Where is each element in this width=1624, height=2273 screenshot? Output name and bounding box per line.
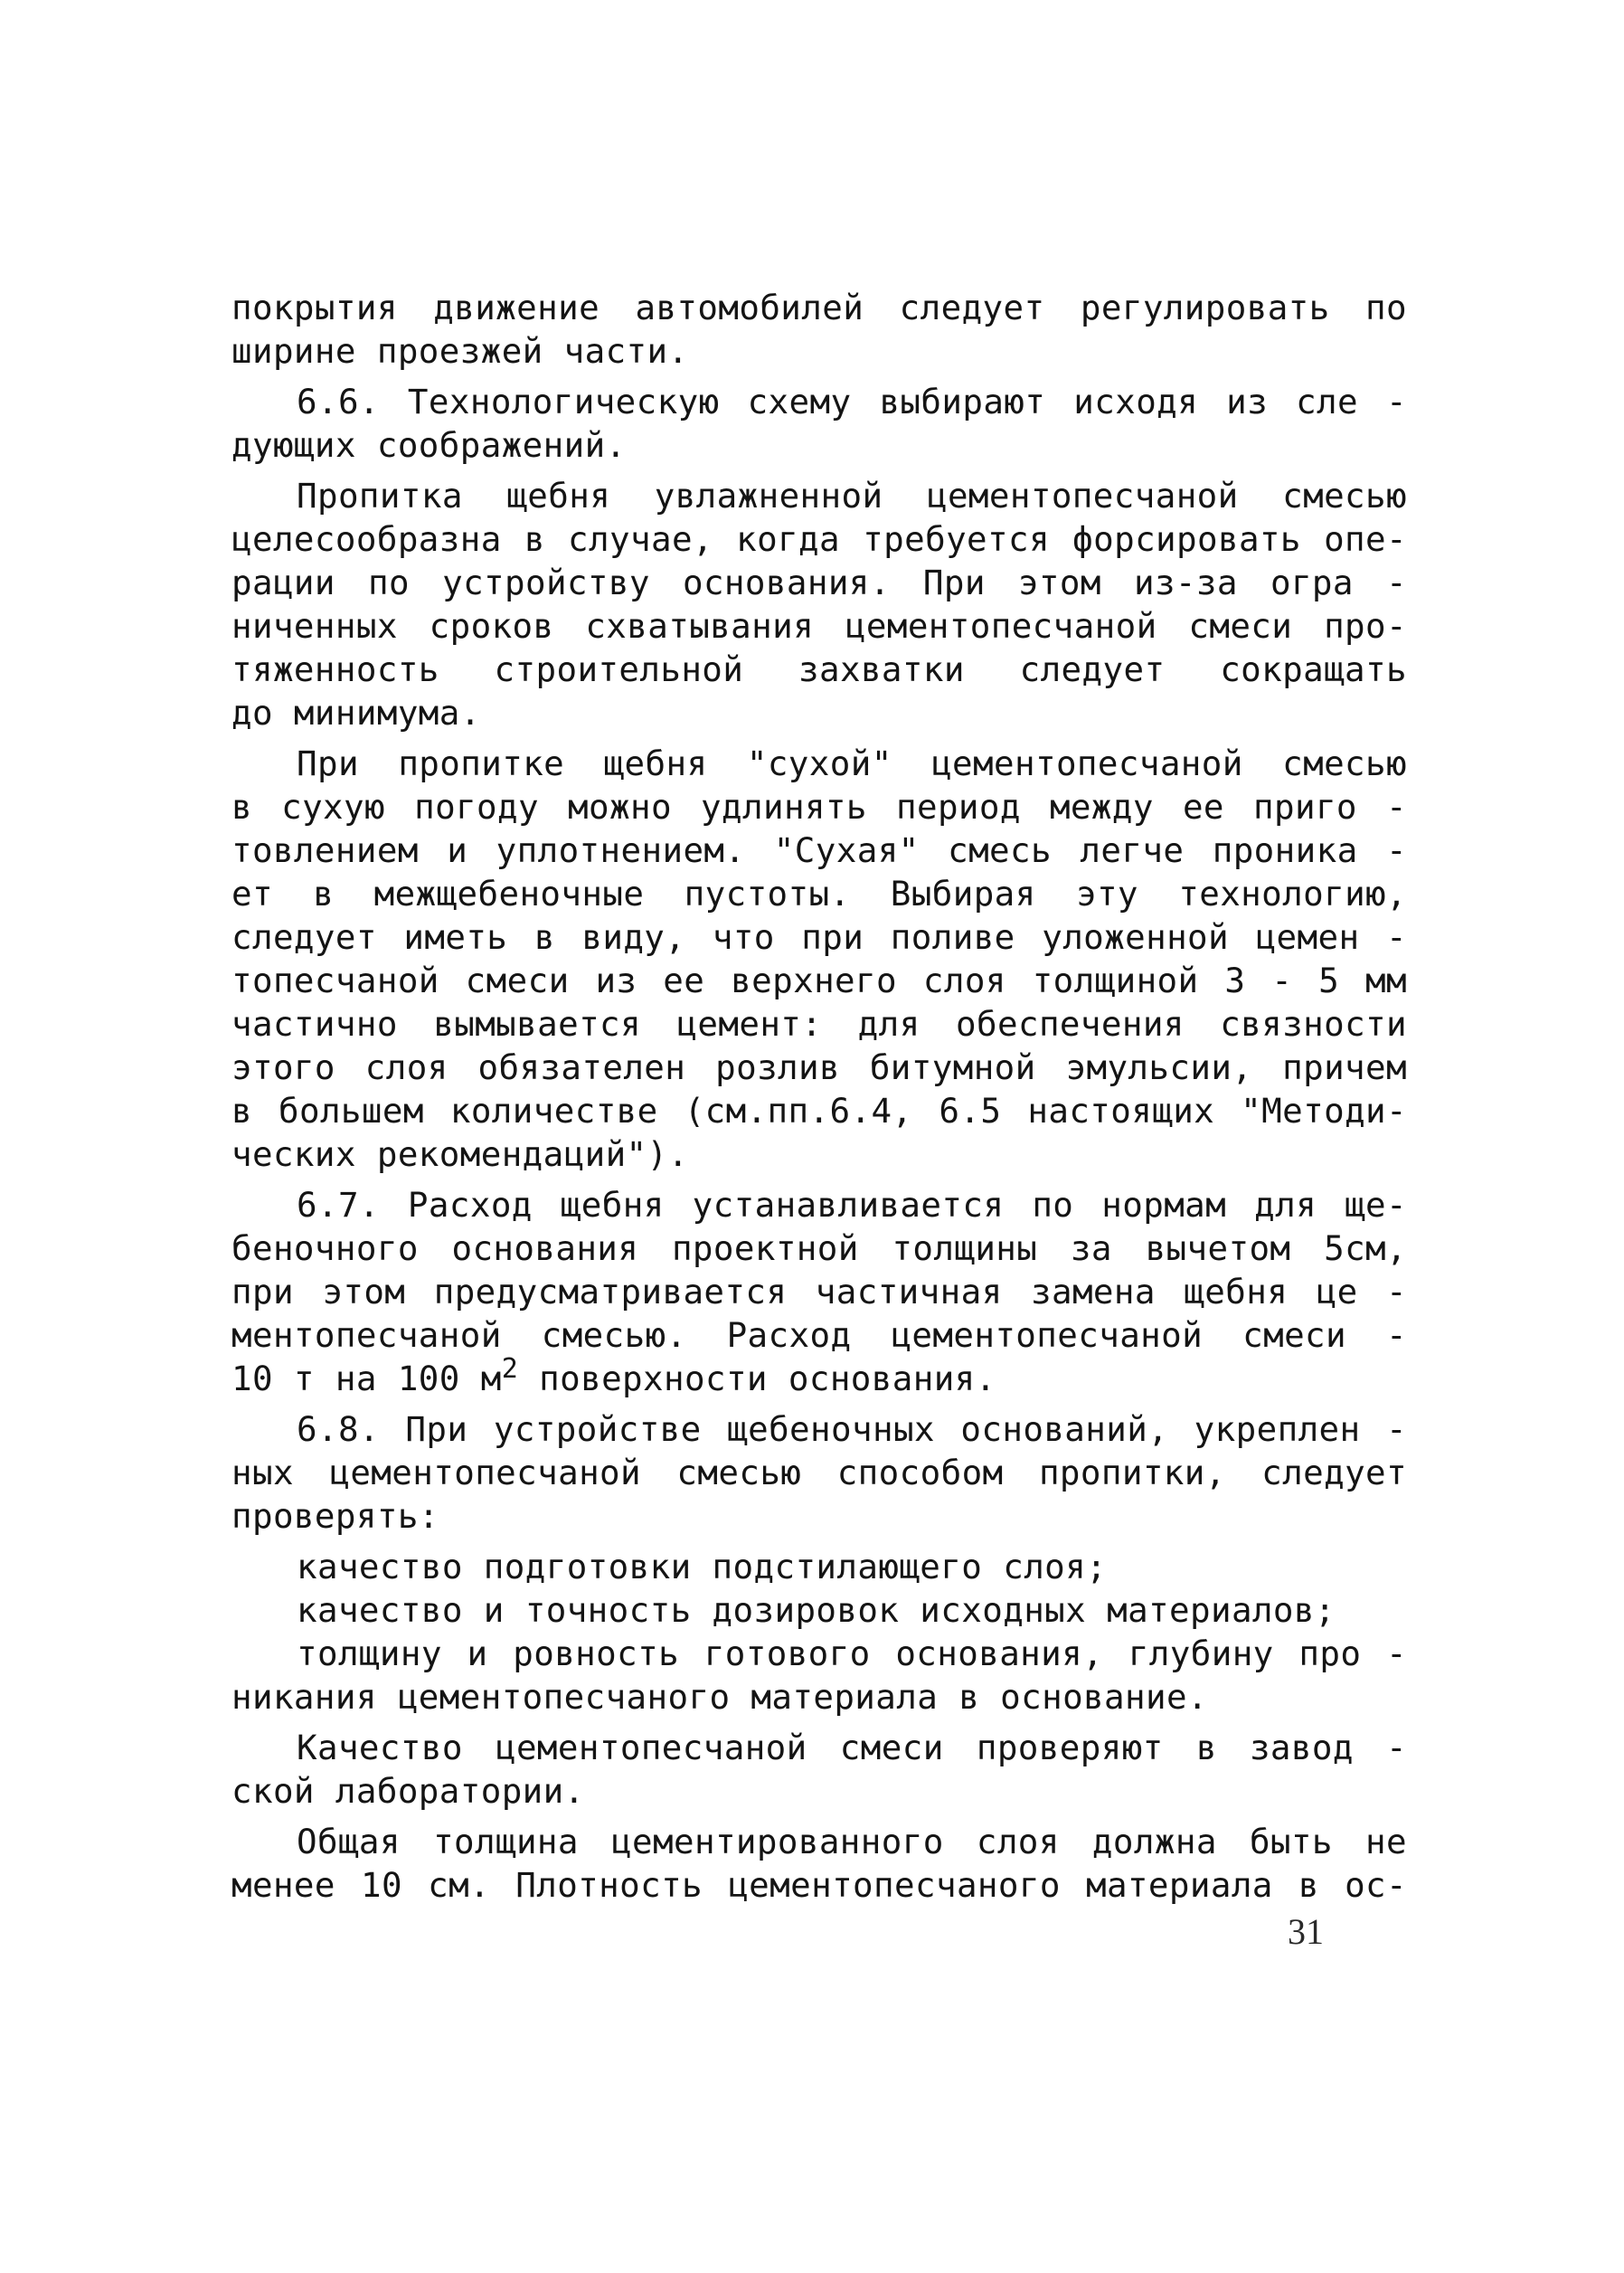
text-line: Качество цементопесчаной смеси проверяют в завод - xyxy=(297,1728,1407,1767)
text-line: ных цементопесчаной смесью способом пропитки, следует xyxy=(231,1453,1407,1492)
text-line: дующих соображений. xyxy=(231,425,627,465)
text-line: ширине проезжей части. xyxy=(231,331,689,371)
text-line: целесообразна в случае, когда требуется форсировать опе- xyxy=(231,519,1407,559)
paragraph xyxy=(231,1820,1407,1907)
text-line: топесчаной смеси из ее верхнего слоя толщиной 3 - 5 мм xyxy=(231,961,1407,1000)
page-number: 31 xyxy=(1288,1911,1324,1952)
text-line: рации по устройству основания. При этом из-за огра - xyxy=(231,563,1407,602)
text-line: При пропитке щебня "сухой" цементопесчаной смесью xyxy=(297,743,1407,783)
text-line: тяженность строительной захватки следует сокращать xyxy=(231,649,1407,689)
text-line: ской лаборатории. xyxy=(231,1771,585,1811)
text-line: 6.6. Технологическую схему выбирают исходя из сле - xyxy=(297,382,1407,421)
text-line: 6.7. Расход щебня устанавливается по нормам для ще- xyxy=(297,1185,1407,1225)
text-line: никания цементопесчаного материала в основание. xyxy=(231,1677,1208,1717)
text-fragment: поверхности основания. xyxy=(518,1359,996,1398)
text-fragment: 10 т на 100 м xyxy=(231,1359,502,1398)
text-line: 6.8. При устройстве щебеночных оснований, укреплен - xyxy=(297,1409,1407,1449)
superscript: 2 xyxy=(501,1353,519,1385)
check-item xyxy=(231,1632,1407,1719)
text-line: ет в межщебеночные пустоты. Выбирая эту технологию, xyxy=(231,874,1407,914)
check-item xyxy=(231,1588,1407,1632)
text-line: следует иметь в виду, что при поливе уложенной цемен - xyxy=(231,917,1407,957)
text-line: ниченных сроков схватывания цементопесчаной смеси про- xyxy=(231,606,1407,646)
text-line: этого слоя обязателен розлив битумной эмульсии, причем xyxy=(231,1047,1407,1087)
text-line: толщину и ровность готового основания, глубину про - xyxy=(297,1634,1407,1673)
paragraph-6-7 xyxy=(231,1183,1407,1400)
paragraph xyxy=(231,474,1407,734)
text-line: товлением и уплотнением. "Сухая" смесь легче проника - xyxy=(231,830,1407,870)
text-line: ментопесчаной смесью. Расход цементопесчаной смеси - xyxy=(231,1315,1407,1355)
paragraph xyxy=(231,742,1407,1176)
text-line-with-superscript xyxy=(231,1353,1407,1400)
text-line: частично вымывается цемент: для обеспечения связности xyxy=(231,1004,1407,1044)
text-line: качество и точность дозировок исходных материалов; xyxy=(297,1590,1336,1630)
text-line: качество подготовки подстилающего слоя; xyxy=(297,1547,1108,1586)
text-line: Общая толщина цементированного слоя должна быть не xyxy=(297,1822,1407,1861)
text-line: до минимума. xyxy=(231,693,481,733)
paragraph-6-8 xyxy=(231,1407,1407,1538)
paragraph xyxy=(231,286,1407,373)
text-line: беночного основания проектной толщины за вычетом 5см, xyxy=(231,1228,1407,1268)
text-line: при этом предусматривается частичная замена щебня це - xyxy=(231,1272,1407,1312)
paragraph-6-6 xyxy=(231,380,1407,467)
page-body xyxy=(231,286,1407,1907)
text-line: в большем количестве (см.пп.6.4, 6.5 настоящих "Методи- xyxy=(231,1091,1407,1131)
text-line: в сухую погоду можно удлинять период между ее приго - xyxy=(231,787,1407,827)
text-line: покрытия движение автомобилей следует регулировать по xyxy=(231,288,1407,327)
text-line: ческих рекомендаций"). xyxy=(231,1134,689,1174)
text-line: проверять: xyxy=(231,1496,439,1536)
check-item xyxy=(231,1545,1407,1588)
paragraph xyxy=(231,1726,1407,1813)
text-line: менее 10 см. Плотность цементопесчаного материала в ос- xyxy=(231,1865,1407,1905)
text-line: Пропитка щебня увлажненной цементопесчаной смесью xyxy=(297,476,1407,516)
